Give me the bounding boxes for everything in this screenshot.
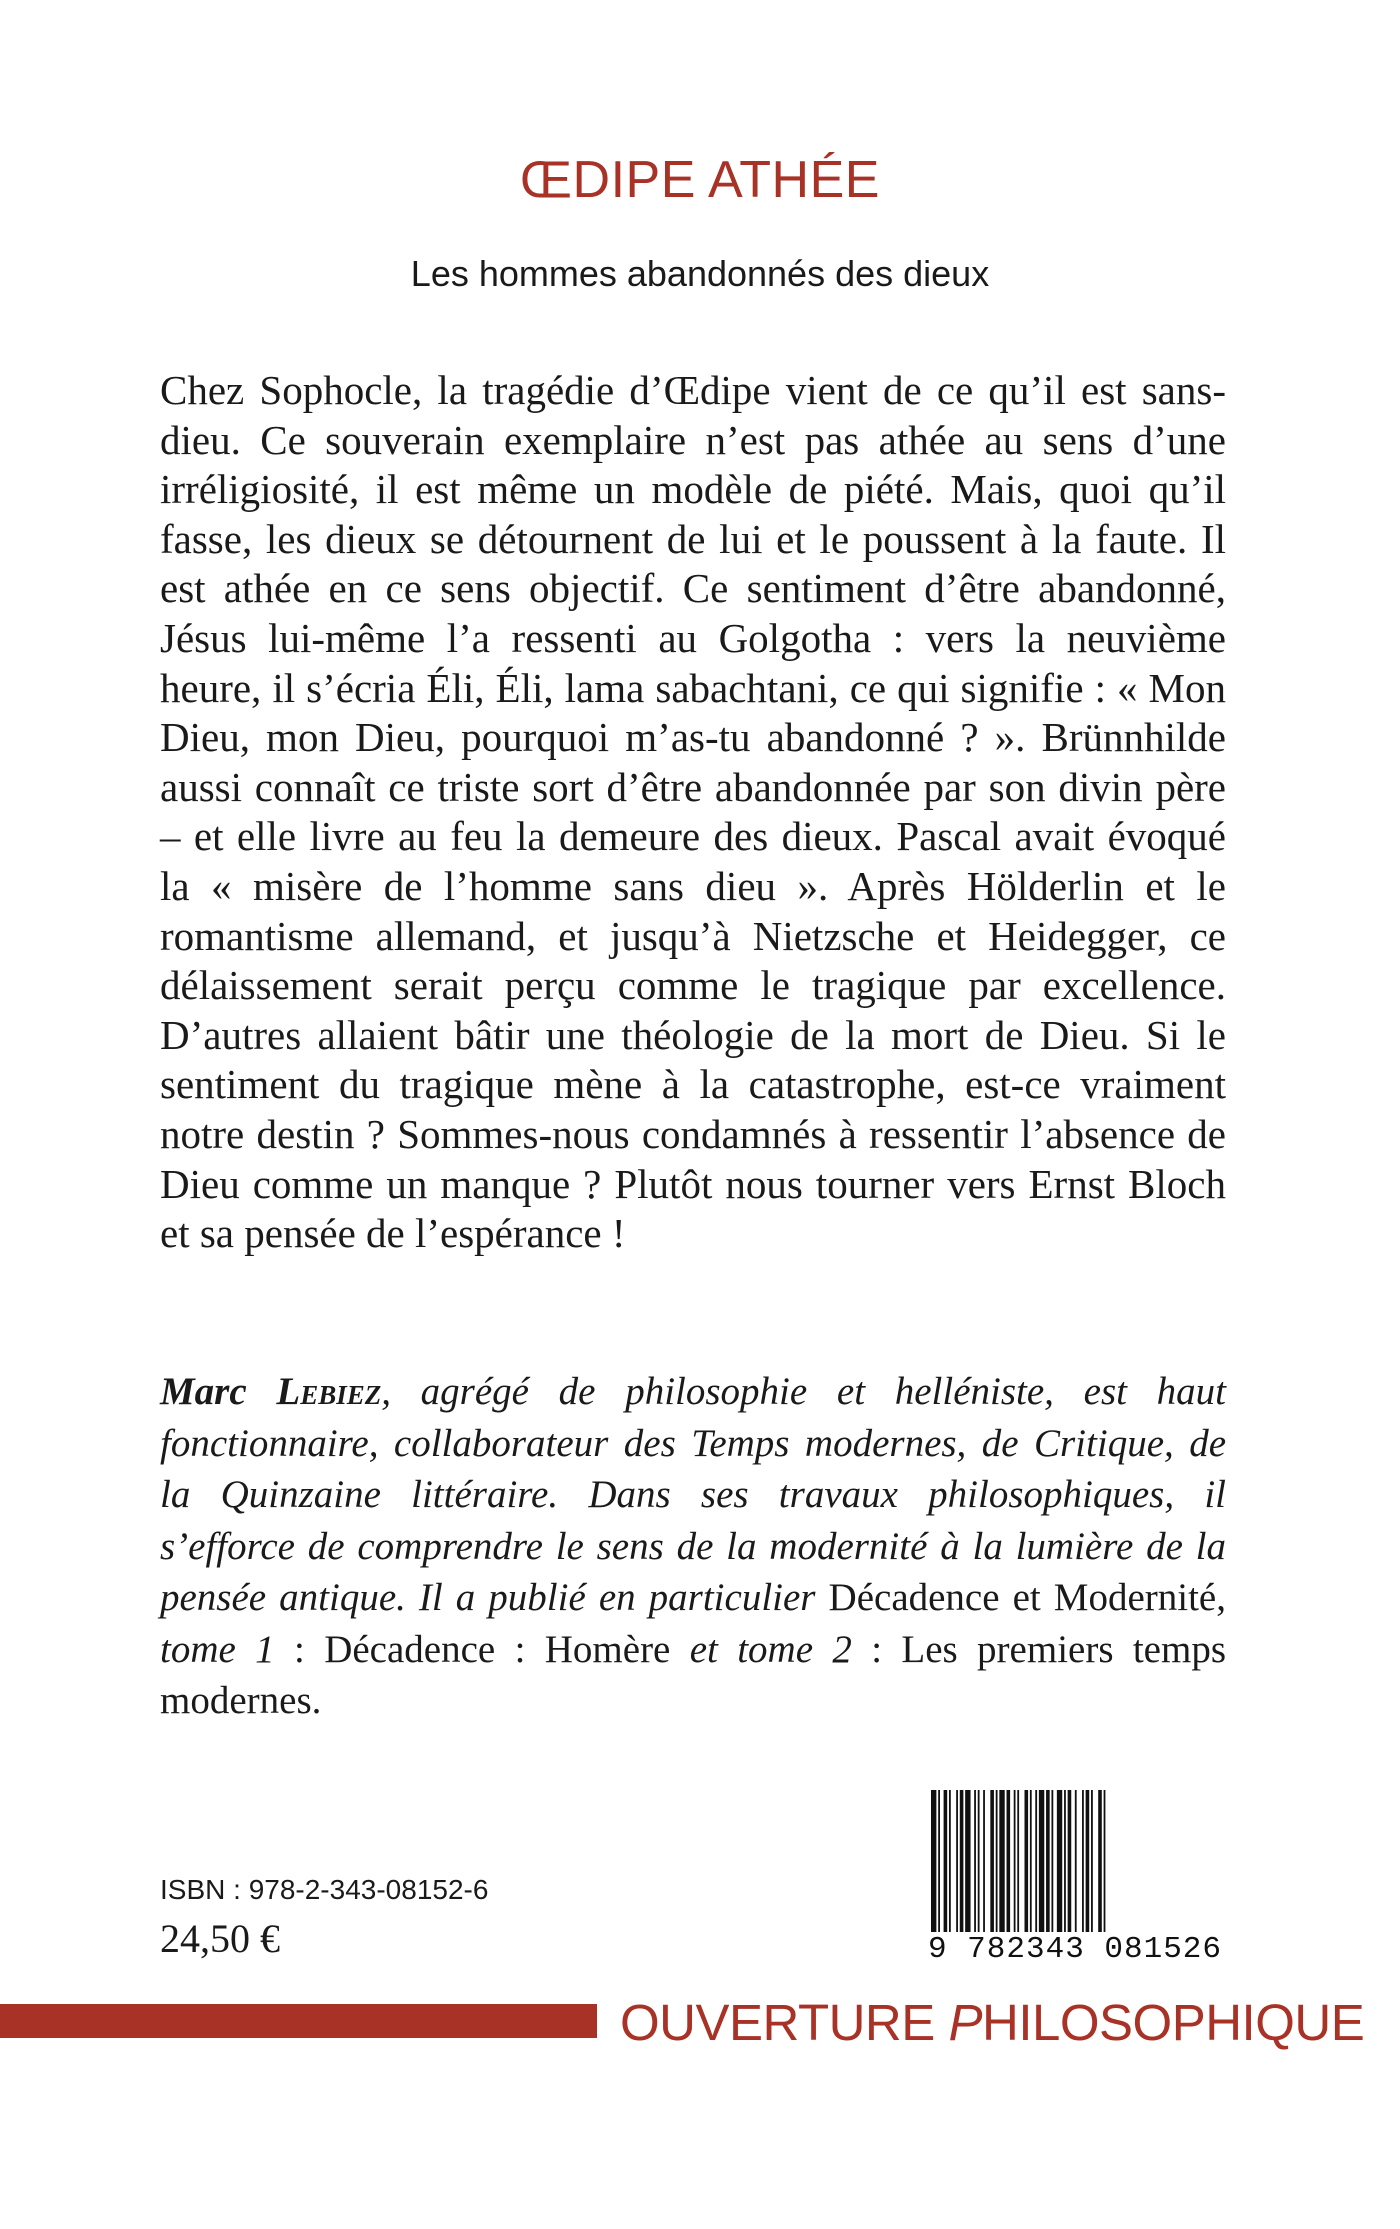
barcode-bar — [1025, 1790, 1029, 1932]
collection-name-part-2: P — [948, 1994, 982, 2051]
barcode-bar — [1057, 1790, 1062, 1932]
collection-name-part-1: OUVERTURE — [620, 1994, 949, 2051]
barcode-bar — [978, 1790, 980, 1932]
barcode-bar — [996, 1790, 998, 1932]
barcode-bar — [1064, 1790, 1066, 1932]
barcode-bar — [944, 1790, 948, 1932]
barcode-bar — [956, 1790, 958, 1932]
bio-book-title-1: Décadence et Modernité, — [828, 1576, 1226, 1619]
book-summary: Chez Sophocle, la tragédie d’Œdipe vient de ce qu’il est sans-dieu. Ce souverain exemplaire n’est pas athée au sens d’une irréligiosité, il est même un modèle de piété. Mais, quoi qu’il fasse, les dieux se détournent de lui et le poussent à la faute. Il est athée en ce sens objectif. Ce sentiment d’être abandonné, Jésus lui-même l’a ressenti au Golgotha : vers la neuvième heure, il s’écria Éli, Éli, lama sabachtani, ce qui signifie : « Mon Dieu, mon Dieu, pourquoi m’as-tu abandonné ? ». Brünnhilde aussi connaît ce triste sort d’être abandonnée par son divin père – et elle livre au feu la demeure des dieux. Pascal avait évoqué la « misère de l’homme sans dieu ». Après Hölderlin et le romantisme allemand, et jusqu’à Nietzsche et Heidegger, ce délaissement serait perçu comme le tragique par excellence. D’autres allaient bâtir une théologie de la mort de Dieu. Si le sentiment du tragique mène à la catastrophe, est-ce vraiment notre destin ? Sommes-nous condamnés à ressentir l’absence de Dieu comme un manque ? Plutôt nous tourner vers Ernst Bloch et sa pensée de l’espérance ! — [160, 367, 1226, 1257]
barcode-bar — [1039, 1790, 1044, 1932]
barcode-bars — [925, 1790, 1225, 1932]
barcode-bar — [1046, 1790, 1050, 1932]
collection-bar — [0, 2004, 597, 2038]
barcode-bar — [990, 1790, 994, 1932]
bio-tome-2: et tome 2 — [670, 1627, 852, 1671]
isbn-label: ISBN : 978-2-343-08152-6 — [160, 1874, 489, 1905]
collection-name-part-3: HILOSOPHIQUE — [981, 1994, 1365, 2051]
barcode — [925, 1790, 1225, 1970]
barcode-bar — [931, 1790, 936, 1932]
barcode-bar — [1082, 1790, 1084, 1932]
barcode-bar — [960, 1790, 964, 1932]
barcode-bar — [999, 1790, 1004, 1932]
barcode-bar — [938, 1790, 940, 1932]
barcode-bar — [1091, 1790, 1093, 1932]
barcode-bar — [1030, 1790, 1032, 1932]
author-bio — [160, 1366, 1226, 1727]
barcode-bar — [1017, 1790, 1019, 1932]
book-subtitle: Les hommes abandonnés des dieux — [410, 253, 990, 294]
bio-book-title-2: : Décadence : Homère — [274, 1627, 671, 1671]
barcode-bar — [965, 1790, 970, 1932]
barcode-bar — [974, 1790, 976, 1932]
barcode-bar — [983, 1790, 985, 1932]
barcode-bar — [1035, 1790, 1037, 1932]
barcode-bar — [1075, 1790, 1077, 1932]
barcode-bar — [1014, 1790, 1016, 1932]
bio-intro: , agrégé de philosophie et helléniste, est haut fonctionnaire, collaborateur des Temps modernes, de Critique, de la Quinzaine littéraire. Dans ses travaux philosophiques, il s’efforce de comprendre le sens de la modernité à la lumière de la pensée antique. Il a publié en particulier — [160, 1370, 1226, 1619]
bio-book-title-3: : Les premiers temps modernes. — [160, 1627, 1227, 1722]
author-first-name: Marc — [160, 1370, 277, 1413]
barcode-bar — [949, 1790, 951, 1932]
book-title: ŒDIPE ATHÉE — [520, 151, 880, 209]
barcode-bar — [1068, 1790, 1072, 1932]
collection-name — [620, 1993, 1364, 2052]
bio-tome-1: tome 1 — [160, 1627, 275, 1671]
barcode-bar — [1007, 1790, 1011, 1932]
barcode-bar — [1104, 1790, 1106, 1932]
price-label: 24,50 € — [160, 1916, 280, 1961]
author-last-name: Lebiez — [276, 1370, 382, 1413]
barcode-bar — [1051, 1790, 1053, 1932]
barcode-bar — [1098, 1790, 1102, 1932]
barcode-bar — [1086, 1790, 1090, 1932]
barcode-digits: 9 782343 081526 — [927, 1932, 1223, 1967]
